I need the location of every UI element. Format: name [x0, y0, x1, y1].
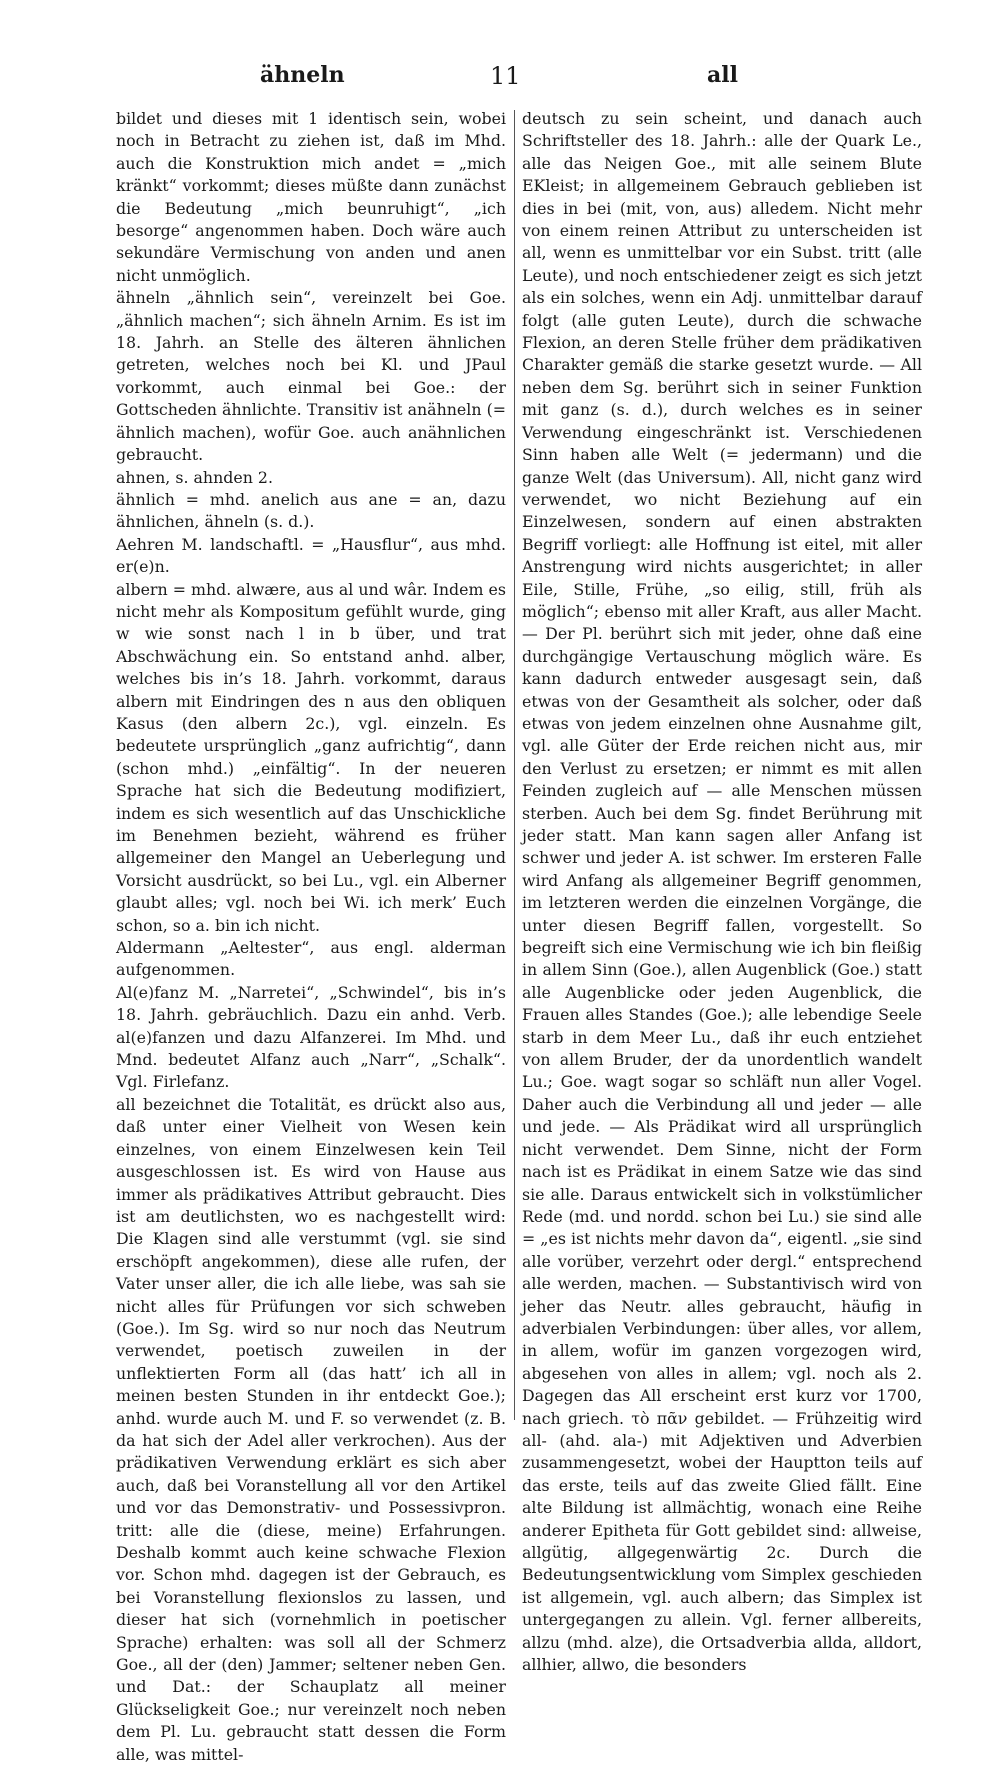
column-divider [514, 110, 515, 1420]
page-number: 11 [490, 62, 521, 90]
page-header [90, 62, 930, 96]
header-right-catchword: all [707, 62, 738, 88]
entry-aehneln: ähneln „ähnlich sein“, vereinzelt bei Goe. „ähnlich machen“; sich ähneln Arnim. Es ist im 18. Jahrh. an Stelle des älteren ähnlichen getreten, welches noch bei Kl. und JPaul vorkommt, auch einmal bei Goe.: der Gottscheden ähnlichte. Transitiv ist anähneln (= ähnlich machen), wofür Goe. auch anähnlichen gebraucht. [116, 288, 506, 465]
entry-all: all bezeichnet die Totalität, es drückt also aus, daß unter einer Vielheit von Wesen kein einzelnes, von einem Einzelwesen kein Teil ausgeschlossen ist. Es wird von Hause aus immer als prädikatives Attribut gebraucht. Dies ist am deutlichsten, wo es nachgestellt wird: Die Klagen sind alle verstummt (vgl. sie sind erschöpft angekommen), diese alle rufen, der Vater unser aller, die ich alle liebe, was sah sie nicht alles für Prüfungen vor sich schweben (Goe.). Im Sg. wird so nur noch das Neutrum verwendet, poetisch zuweilen in der unflektierten Form all (das hatt’ ich all in meinen besten Stunden in ihr entdeckt Goe.); anhd. wurde auch M. und F. so verwendet (z. B. da hat sich der Adel aller verkrochen). Aus der prädikativen Verwendung erklärt es sich aber auch, daß bei Voranstellung all vor den Artikel und vor das Demonstrativ- und Possessivpron. tritt: alle die (diese, meine) Erfahrungen. Deshalb kommt auch keine schwache Flexion vor. Schon mhd. dagegen ist der Gebrauch, es bei Voranstellung flexionslos zu lassen, und dieser hat sich (vornehmlich in poetischer Sprache) erhalten: was soll all der Schmerz Goe., all der (den) Jammer; seltener neben Gen. und Dat.: der Schauplatz all meiner Glückseligkeit Goe.; nur vereinzelt noch neben dem Pl. Lu. gebraucht statt dessen die Form alle, was mittel- [116, 1094, 506, 1764]
entry-all-continued: deutsch zu sein scheint, und danach auch Schriftsteller des 18. Jahrh.: alle der Quark Le., alle das Neigen Goe., mit alle seinem Blute EKleist; in allgemeinem Gebrauch geblieben ist dies in bei (mit, von, aus) alledem. Nicht mehr von einem reinen Attribut zu unterscheiden ist all, wenn es unmittelbar vor ein Subst. tritt (alle Leute), und noch entschiedener zeigt es sich jetzt als ein solches, wenn ein Adj. unmittelbar darauf folgt (alle guten Leute), durch die schwache Flexion, an deren Stelle früher dem prädikativen Charakter gemäß die starke gesetzt wurde. — All neben dem Sg. berührt sich in seiner Funktion mit ganz (s. d.), durch welches es in seiner Verwendung eingeschränkt ist. Verschiedenen Sinn haben alle Welt (= jedermann) und die ganze Welt (das Universum). All, nicht ganz wird verwendet, wo nicht Beziehung auf ein Einzelwesen, sondern auf einen abstrakten Begriff vorliegt: alle Hoffnung ist eitel, mit aller Anstrengung wird nichts ausgerichtet; in aller Eile, Stille, Frühe, „so eilig, still, früh als möglich“; ebenso mit aller Kraft, aus aller Macht. — Der Pl. berührt sich mit jeder, ohne daß eine durchgängige Vertauschung möglich wäre. Es kann dadurch entweder ausgesagt sein, daß etwas von der Gesamtheit als solcher, oder daß etwas von jedem einzelnen ohne Ausnahme gilt, vgl. alle Güter der Erde reichen nicht aus, mir den Verlust zu ersetzen; er nimmt es mit allen Feinden zugleich auf — alle Menschen müssen sterben. Auch bei dem Sg. findet Berührung mit jeder statt. Man kann sagen aller Anfang ist schwer und jeder A. ist schwer. Im ersteren Falle wird Anfang als allgemeiner Begriff genommen, im letzteren werden die einzelnen Vorgänge, die unter diesen Begriff fallen, vorgestellt. So begreift sich eine Vermischung wie ich bin fleißig in allem Sinn (Goe.), allen Augenblick (Goe.) statt alle Augenblicke oder jeden Augenblick, die Frauen alles Standes (Goe.); alle lebendige Seele starb in dem Meer Lu., daß ihr euch entziehet von allem Bruder, der da unordentlich wandelt Lu.; Goe. wagt sogar so schläft nun aller Vogel. Daher auch die Verbindung all und jeder — alle und jede. — Als Prädikat wird all ursprünglich nicht verwendet. Dem Sinne, nicht der Form nach ist es Prädikat in einem Satze wie das sind sie alle. Daraus entwickelt sich in volkstümlicher Rede (md. und nordd. schon bei Lu.) sie sind alle = „es ist nichts mehr davon da“, eigentl. „sie sind alle vorüber, verzehrt oder dergl.“ entsprechend alle werden, machen. — Substantivisch wird von jeher das Neutr. alles gebraucht, häufig in adverbialen Verbindungen: über alles, vor allem, in allem, wofür im ganzen vorgezogen wird, abgesehen von alles in allem; vgl. noch als 2. Dagegen das All erscheint erst kurz vor 1700, nach griech. τὸ πᾶν gebildet. — Frühzeitig wird all- (ahd. ala-) mit Adjektiven und Adverbien zusammengesetzt, wobei der Hauptton teils auf das erste, teils auf das zweite Glied fällt. Eine alte Bildung ist allmächtig, wonach eine Reihe anderer Epitheta für Gott gebildet sind: allweise, allgütig, allgegenwärtig 2c. Durch die Bedeutungsentwicklung vom Simplex geschieden ist allgemein, vgl. auch albern; das Simplex ist untergegangen zu allein. Vgl. ferner allbereits, allzu (mhd. alze), die Ortsadverbia allda, alldort, allhier, allwo, die besonders [522, 109, 922, 1675]
entry-aldermann: Aldermann „Aeltester“, aus engl. alderman aufgenommen. [116, 938, 506, 980]
entry-continuation-anden: bildet und dieses mit 1 identisch sein, wobei noch in Betracht zu ziehen ist, daß im Mhd. auch die Konstruktion mich andet = „mich kränkt“ vorkommt; dieses müßte dann zunächst die Bedeutung „mich beunruhigt“, „ich besorge“ angenommen haben. Doch wäre auch sekundäre Vermischung von anden und anen nicht unmöglich. [116, 109, 506, 285]
entry-alefanz: Al(e)fanz M. „Narretei“, „Schwindel“, bis in’s 18. Jahrh. gebräuchlich. Dazu ein anhd. Verb. al(e)fanzen und dazu Alfanzerei. Im Mhd. und Mnd. bedeutet Alfanz auch „Narr“, „Schalk“. Vgl. Firlefanz. [116, 982, 506, 1092]
entry-ahnen: ahnen, s. ahnden 2. [116, 467, 273, 487]
entry-aehnlich: ähnlich = mhd. anelich aus ane = an, dazu ähnlichen, ähneln (s. d.). [116, 489, 506, 532]
entry-aehren: Aehren M. landschaftl. = „Hausflur“, aus mhd. er(e)n. [116, 534, 506, 577]
header-left-catchword: ähneln [260, 62, 345, 88]
right-column [522, 108, 922, 1676]
entry-albern: albern = mhd. alwære, aus al und wâr. Indem es nicht mehr als Kompositum gefühlt wurde, ging w wie sonst nach l in b über, und trat Abschwächung ein. So entstand anhd. alber, welches bis in’s 18. Jahrh. vorkommt, daraus albern mit Eindringen des n aus den obliquen Kasus (den albern 2c.), vgl. einzeln. Es bedeutete ursprünglich „ganz aufrichtig“, dann (schon mhd.) „einfältig“. In der neueren Sprache hat sich die Bedeutung modifiziert, indem es sich wesentlich auf das Unschickliche im Benehmen bezieht, während es früher allgemeiner den Mangel an Ueberlegung und Vorsicht ausdrückt, so bei Lu., vgl. ein Alberner glaubt alles; vgl. noch bei Wi. ich merk’ Euch schon, so a. bin ich nicht. [116, 579, 506, 935]
left-column [116, 108, 506, 1766]
